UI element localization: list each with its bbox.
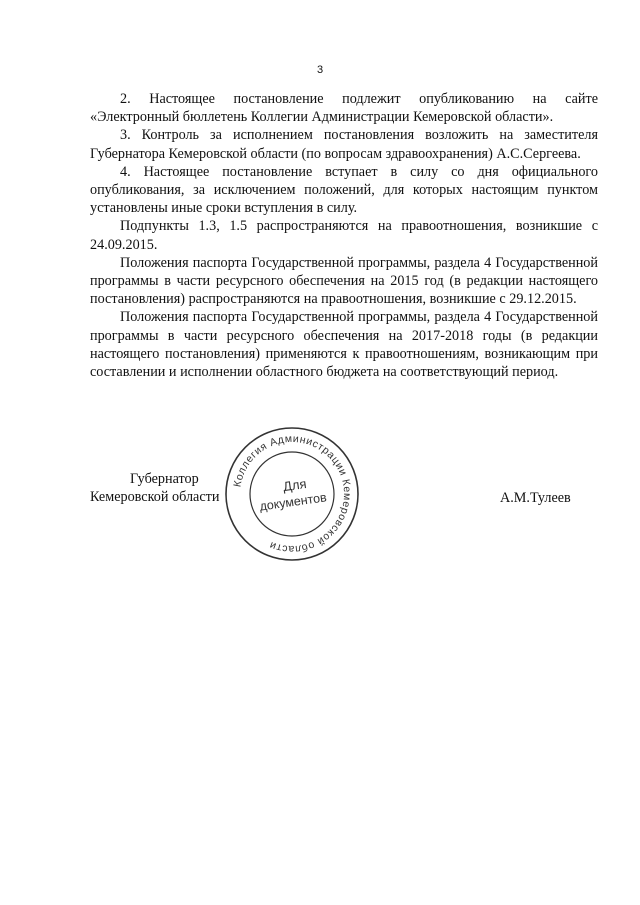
signatory-title-line2: Кемеровской области [90,489,220,506]
paragraph-publication: 2. Настоящее постановление подлежит опубликованию на сайте «Электронный бюллетень Коллегии Администрации Кемеровской области». [90,91,598,126]
body-text [90,90,598,381]
signatory-title [90,470,240,506]
paragraph-passport-2015: Положения паспорта Государственной программы, раздела 4 Государственной программы в части ресурсного обеспечения на 2015 год (в редакции настоящего постановления) распространяются на правоотношения, возникшие с 29.12.2015. [90,254,598,308]
seal-ring-text: Коллегия Администрации Кемеровской области [231,432,354,556]
signatory-title-line1: Губернатор [130,471,199,487]
signatory-name: А.М.Тулеев [500,490,571,506]
seal-stamp [222,424,362,564]
paragraph-subpoints: Подпункты 1.3, 1.5 распространяются на правоотношения, возникшие с 24.09.2015. [90,218,598,253]
paragraph-control: 3. Контроль за исполнением постановления возложить на заместителя Губернатора Кемеровской области (по вопросам здравоохранения) А.С.Сергеева. [90,127,598,162]
seal-outer-ring [226,428,358,560]
seal-center-line2: документов [258,490,328,514]
paragraph-passport-2017-2018: Положения паспорта Государственной программы, раздела 4 Государственной программы в части ресурсного обеспечения на 2017-2018 годы (в редакции настоящего постановления) применяются к правоотношениям, возникающим при составлении и исполнении областного бюджета на соответствующий период. [90,309,598,381]
paragraph-entry-into-force: 4. Настоящее постановление вступает в силу со дня официального опубликования, за исключением положений, для которых настоящим пунктом установлены иные сроки вступления в силу. [90,163,598,217]
seal-center-line1: Для [282,475,308,495]
page-number: 3 [316,64,324,76]
